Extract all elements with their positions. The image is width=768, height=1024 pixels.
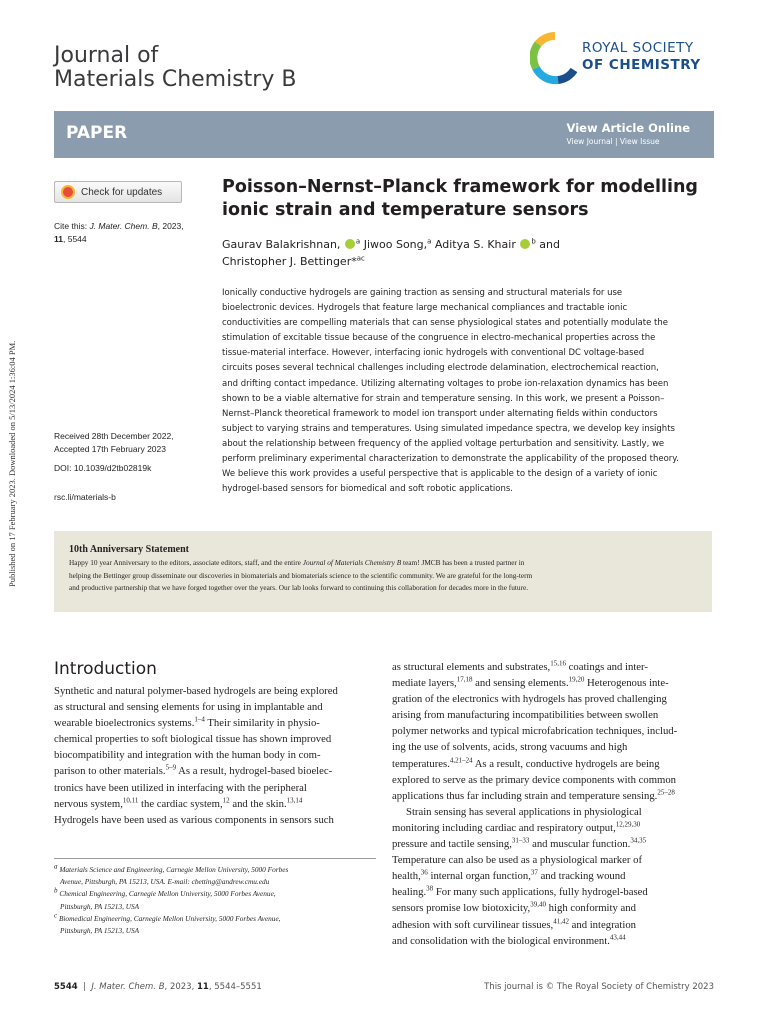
download-stamp-text: Published on 17 February 2023. Downloaded on 5/13/2024 1:36:04 PM. bbox=[7, 340, 17, 587]
body-text: wearable bioelectronics systems. bbox=[54, 717, 195, 730]
body-line: tronics have been utilized in interfacing with the peripheral bbox=[54, 781, 307, 794]
body-line bbox=[392, 933, 714, 949]
author-2-affil: a bbox=[427, 237, 432, 246]
author-4[interactable]: Christopher J. Bettinger* bbox=[222, 255, 357, 268]
ref-link[interactable]: 15,16 bbox=[550, 659, 566, 668]
body-text: nervous system, bbox=[54, 797, 123, 810]
footnote-line bbox=[54, 888, 376, 900]
body-text: Their similarity in physio- bbox=[204, 717, 320, 730]
abstract-line: hydrogel-based sensors for biomedical and soft robotic applications. bbox=[222, 484, 513, 495]
body-text: applications thus far including strain and temperature sensing. bbox=[392, 789, 658, 802]
footnote-divider bbox=[54, 858, 376, 859]
body-line bbox=[54, 715, 376, 731]
check-for-updates-label: Check for updates bbox=[81, 186, 163, 198]
body-line: polymer networks and typical microfabrication techniques, includ- bbox=[392, 725, 678, 738]
body-column-right bbox=[392, 659, 714, 949]
body-text: parison to other materials. bbox=[54, 765, 166, 778]
page-footer-copyright: This journal is © The Royal Society of Chemistry 2023 bbox=[484, 982, 714, 992]
ref-link[interactable]: 12 bbox=[222, 796, 230, 805]
footnote-text: Materials Science and Engineering, Carnegie Mellon University, 5000 Forbes bbox=[59, 865, 289, 874]
article-links bbox=[567, 121, 690, 146]
author-1-affil: a bbox=[355, 237, 361, 246]
footer-journal: J. Mater. Chem. B bbox=[91, 982, 165, 992]
body-text: and consolidation with the biological environment. bbox=[392, 934, 610, 947]
body-text: as structural elements and substrates, bbox=[392, 661, 551, 673]
author-3-affil: b bbox=[531, 237, 536, 246]
ref-link[interactable]: 13,14 bbox=[286, 796, 303, 805]
anniversary-title: 10th Anniversary Statement bbox=[69, 544, 189, 555]
ref-link[interactable]: 31–33 bbox=[511, 836, 530, 845]
abstract-line: tissue-material interface. However, interfacing ionic hydrogels with conventional DC voltage-based bbox=[222, 348, 645, 359]
orcid-icon[interactable] bbox=[520, 239, 530, 249]
footnote-line bbox=[54, 913, 376, 925]
crossmark-icon bbox=[61, 185, 75, 199]
body-text: coatings and inter- bbox=[565, 661, 648, 673]
body-line bbox=[392, 868, 714, 884]
body-text: As a result, hydrogel-based bioelec- bbox=[176, 765, 333, 778]
body-text: As a result, conductive hydrogels are being bbox=[472, 757, 660, 770]
body-line: explored to serve as the primary device components with common bbox=[392, 773, 677, 786]
journal-title-line2: Materials Chemistry B bbox=[54, 67, 297, 92]
publisher-chemistry: CHEMISTRY bbox=[608, 57, 701, 73]
body-line bbox=[54, 796, 376, 812]
body-text: and the skin. bbox=[229, 797, 287, 810]
ref-link[interactable]: 17,18 bbox=[456, 675, 473, 684]
journal-title bbox=[54, 44, 296, 92]
author-1[interactable]: Gaurav Balakrishnan, bbox=[222, 238, 341, 251]
body-line bbox=[392, 836, 714, 852]
abstract-line: about the relationship between frequency of the applied voltage perturbation and sensitivity. Lastly, we bbox=[222, 438, 665, 449]
body-text: monitoring including cardiac and respiratory output, bbox=[392, 821, 616, 834]
body-line: gration of the electronics with hydrogels has proved challenging bbox=[392, 693, 667, 706]
body-text: mediate layers, bbox=[392, 677, 457, 690]
anniversary-body bbox=[69, 557, 697, 595]
body-line bbox=[392, 917, 714, 933]
body-text: the cardiac system, bbox=[138, 797, 223, 810]
body-text: and muscular function. bbox=[529, 838, 631, 851]
abstract-line: We believe this work provides a useful perspective that is applicable to the design of a variety of ionic bbox=[222, 469, 658, 480]
abstract-line: Nernst–Planck theoretical framework to model ion transport under alternating fields within conductors bbox=[222, 408, 658, 419]
footer-year: , 2023, bbox=[164, 982, 197, 992]
body-line bbox=[392, 788, 714, 804]
footer-volume: 11 bbox=[197, 982, 209, 992]
body-line bbox=[392, 659, 714, 675]
author-and: and bbox=[535, 238, 561, 251]
body-line: chemical properties to soft biological tissue has shown improved bbox=[54, 733, 332, 746]
body-line: biocompatibility and integration with the human body in com- bbox=[54, 749, 321, 762]
abstract bbox=[222, 286, 714, 497]
section-heading-introduction: Introduction bbox=[54, 659, 157, 679]
ref-link[interactable]: 34,35 bbox=[630, 836, 647, 845]
body-line bbox=[392, 756, 714, 772]
rsc-roundel-icon bbox=[530, 30, 580, 86]
article-type-banner bbox=[54, 111, 714, 158]
author-4-affil: ac bbox=[356, 254, 365, 263]
view-article-online-link[interactable]: View Article Online bbox=[566, 121, 690, 135]
publisher-name bbox=[582, 40, 701, 74]
journal-title-line1: Journal of bbox=[54, 43, 159, 68]
article-type: PAPER bbox=[66, 123, 128, 143]
cite-prefix: Cite this: bbox=[54, 221, 90, 231]
journal-url[interactable]: rsc.li/materials-b bbox=[54, 492, 116, 502]
body-text: health, bbox=[392, 870, 421, 883]
abstract-line: bioelectronic devices. Hydrogels that feature large mechanical compliances and tractable ionic bbox=[222, 303, 628, 314]
anniversary-line: and productive partnership that we have forged together over the years. Our lab looks forward to continuing this collaboration for decades more in the future. bbox=[69, 583, 529, 592]
body-line bbox=[392, 820, 714, 836]
body-line: as structural and sensing elements for using in implantable and bbox=[54, 701, 323, 714]
abstract-line: circuits poses several technical challenges including electrode delamination, electrochemical reaction, bbox=[222, 363, 659, 374]
author-3[interactable]: Aditya S. Khair bbox=[431, 238, 516, 251]
body-text: healing. bbox=[392, 886, 427, 899]
body-line bbox=[392, 884, 714, 900]
ref-link[interactable]: 4,21–24 bbox=[449, 756, 473, 764]
anniversary-line: helping the Bettinger group disseminate our discoveries in biomaterials and biomaterials science to the scientific community. We are grateful for the long-term bbox=[69, 570, 533, 580]
article-title-line2: ionic strain and temperature sensors bbox=[222, 200, 589, 220]
ref-link[interactable]: 39,40 bbox=[530, 900, 546, 909]
ref-link[interactable]: 10,11 bbox=[122, 796, 139, 805]
article-title bbox=[222, 176, 722, 222]
abstract-line: subject to varying strains and temperatures. Using simulated impedance spectra, we develop key insights bbox=[222, 423, 675, 434]
orcid-icon[interactable] bbox=[345, 239, 355, 249]
cite-page: , 5544 bbox=[63, 234, 87, 244]
body-text: adhesion with soft curvilinear tissues, bbox=[392, 918, 554, 931]
page-footer-citation bbox=[54, 982, 262, 992]
doi[interactable]: DOI: 10.1039/d2tb02819k bbox=[54, 463, 152, 473]
footer-separator: | bbox=[77, 982, 92, 992]
body-line bbox=[54, 763, 376, 779]
body-text: For many such applications, fully hydrogel-based bbox=[433, 886, 648, 899]
ref-link[interactable]: 37 bbox=[530, 868, 538, 877]
ref-link[interactable]: 43,44 bbox=[609, 933, 626, 942]
publisher-name-line2 bbox=[582, 57, 701, 74]
footnote-text: Chemical Engineering, Carnegie Mellon University, 5000 Forbes Avenue, bbox=[59, 889, 276, 899]
body-text: pressure and tactile sensing, bbox=[392, 838, 512, 851]
body-line: arising from manufacturing incompatibilities between swollen bbox=[392, 709, 659, 722]
body-text: high conformity and bbox=[545, 902, 636, 915]
footnote-line: Pittsburgh, PA 15213, USA bbox=[60, 901, 140, 911]
footer-pages: , 5544–5551 bbox=[208, 982, 262, 992]
check-for-updates-button[interactable] bbox=[54, 181, 182, 203]
footnote-line: Pittsburgh, PA 15213, USA bbox=[60, 926, 140, 936]
body-line: ing the use of solvents, acids, strong vacuums and high bbox=[392, 741, 628, 754]
ref-link[interactable]: 38 bbox=[426, 884, 434, 893]
ann-text: team! JMCB has been a trusted partner in bbox=[401, 558, 525, 567]
abstract-line: shown to be a viable alternative for strain and temperature sensing. In this work, we present a Poisson– bbox=[222, 393, 665, 404]
footnote-line: Avenue, Pittsburgh, PA 15213, USA. E-mail: cbetting@andrew.cmu.edu bbox=[60, 877, 270, 887]
body-line bbox=[392, 675, 714, 691]
publisher-logo[interactable] bbox=[530, 30, 720, 86]
article-title-line1: Poisson–Nernst–Planck framework for modelling bbox=[222, 177, 698, 197]
ann-journal: Journal of Materials Chemistry B bbox=[302, 558, 402, 567]
body-line: Temperature can also be used as a physiological marker of bbox=[392, 854, 643, 867]
footnote-text: Biomedical Engineering, Carnegie Mellon University, 5000 Forbes Avenue, bbox=[58, 913, 281, 923]
body-text: temperatures. bbox=[392, 757, 450, 770]
body-line: Synthetic and natural polymer-based hydrogels are being explored bbox=[54, 685, 338, 697]
ann-text: Happy 10 year Anniversary to the editors, associate editors, staff, and the entire bbox=[69, 558, 303, 567]
ref-link[interactable]: 41,42 bbox=[553, 916, 569, 925]
body-text: Heterogenous inte- bbox=[584, 677, 669, 690]
footnote-mark: a bbox=[54, 862, 58, 871]
view-journal-issue-links[interactable]: View Journal | View Issue bbox=[566, 137, 660, 146]
abstract-line: perform preliminary experimental characterization to demonstrate the applicability of the proposed theory. bbox=[222, 454, 679, 465]
abstract-line: Ionically conductive hydrogels are gaining traction as sensing and structural materials for use bbox=[222, 288, 623, 298]
author-2[interactable]: Jiwoo Song, bbox=[360, 238, 428, 251]
ref-link[interactable]: 1–4 bbox=[194, 715, 205, 724]
author-list bbox=[222, 236, 702, 270]
body-line bbox=[392, 900, 714, 916]
body-text: internal organ function, bbox=[427, 870, 531, 883]
ref-link[interactable]: 12,29,30 bbox=[615, 820, 641, 829]
anniversary-statement bbox=[54, 531, 712, 612]
ref-link[interactable]: 5–9 bbox=[165, 763, 177, 772]
body-line: Hydrogels have been used as various components in sensors such bbox=[54, 813, 334, 826]
footnote-line bbox=[54, 864, 376, 876]
page-number: 5544 bbox=[54, 982, 78, 992]
body-column-left bbox=[54, 683, 376, 828]
download-stamp bbox=[4, 290, 20, 590]
body-line: Strain sensing has several applications in physiological bbox=[406, 805, 642, 818]
cite-year: , 2023, bbox=[157, 221, 184, 231]
cite-volume: 11 bbox=[54, 234, 63, 244]
ref-link[interactable]: 36 bbox=[420, 868, 428, 877]
abstract-line: and drifting contact impedance. Utilizing alternating voltages to probe ion-relaxation dynamics has been bbox=[222, 378, 669, 389]
publisher-of: OF bbox=[582, 57, 609, 73]
ref-link[interactable]: 19,20 bbox=[568, 675, 585, 684]
citation bbox=[54, 220, 204, 246]
publisher-name-line1: ROYAL SOCIETY bbox=[582, 40, 694, 56]
body-text: and tracking wound bbox=[537, 870, 626, 883]
anniversary-line bbox=[69, 557, 697, 570]
cite-journal: J. Mater. Chem. B bbox=[89, 221, 158, 231]
affiliation-footnotes bbox=[54, 864, 376, 937]
body-text: sensors promise low biotoxicity, bbox=[392, 902, 531, 915]
body-text: and integration bbox=[568, 918, 637, 931]
received-date: Received 28th December 2022, bbox=[54, 431, 174, 441]
footnote-mark: b bbox=[54, 886, 58, 895]
abstract-line: conductivities are compelling materials that can sense physiological states and potentially modulate the bbox=[222, 318, 668, 329]
body-text: and sensing elements. bbox=[472, 677, 569, 690]
abstract-line: stimulation of excitable tissue because of the congruence in electro-mechanical properties across the bbox=[222, 333, 656, 344]
accepted-date: Accepted 17th February 2023 bbox=[54, 444, 166, 454]
footnote-mark: c bbox=[54, 911, 58, 920]
ref-link[interactable]: 25–28 bbox=[657, 788, 675, 797]
dates bbox=[54, 430, 204, 456]
